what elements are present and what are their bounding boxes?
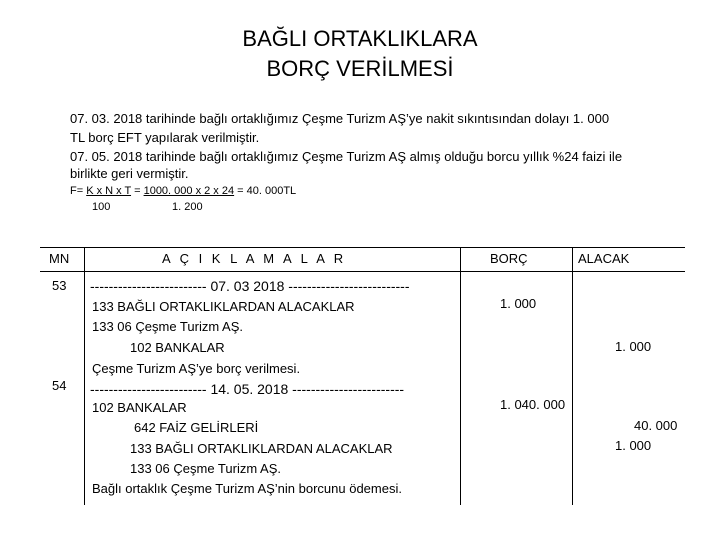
entry1-line-2: 133 06 Çeşme Turizm AŞ. [92,319,244,334]
entry2-date-line: ------------------------- 14. 05. 2018 ------------------------ [90,381,405,397]
description-line-2: TL borç EFT yapılarak verilmiştir. [70,130,260,145]
table-top-border [40,247,685,248]
entry1-borc: 1. 000 [500,296,537,311]
formula-result: = 40. 000TL [234,185,297,197]
entry2-line-4: 133 06 Çeşme Turizm AŞ. [130,461,282,476]
page-title-line2: BORÇ VERİLMESİ [266,56,454,81]
entry1-line-4: Çeşme Turizm AŞ’ye borç verilmesi. [92,361,301,376]
header-alacak: ALACAK [578,251,630,266]
header-borc: BORÇ [490,251,528,266]
entry2-borc: 1. 040. 000 [500,397,566,412]
table-col-divider-borc [572,247,573,505]
description-line-1: 07. 03. 2018 tarihinde bağlı ortaklığımız Çeşme Turizm AŞ’ye nakit sıkıntısından dolayı 1. 000 [70,111,610,126]
entry2-mn: 54 [52,378,67,393]
entry1-line-1: 133 BAĞLI ORTAKLIKLARDAN ALACAKLAR [92,299,355,314]
formula-calc: 1000. 000 x 2 x 24 [143,185,235,197]
entry1-line-3: 102 BANKALAR [130,340,225,355]
formula-prefix: F= [70,185,87,197]
entry2-line-2: 642 FAİZ GELİRLERİ [134,420,259,435]
table-header-border [40,271,685,272]
formula-numerator: K x N x T [86,185,132,197]
entry1-alacak: 1. 000 [615,339,652,354]
entry2-alacak-1: 40. 000 [634,418,678,433]
interest-formula [70,185,296,197]
entry1-mn: 53 [52,278,67,293]
header-mn: MN [49,251,70,266]
entry1-date-line: ------------------------- 07. 03 2018 -------------------------- [90,278,410,294]
entry2-line-1: 102 BANKALAR [92,400,187,415]
page-title-line1: BAĞLI ORTAKLIKLARA [242,26,478,51]
table-col-divider-desc [460,247,461,505]
entry2-line-5: Bağlı ortaklık Çeşme Turizm AŞ’nin borcunu ödemesi. [92,481,402,496]
description-line-4: birlikte geri vermiştir. [70,166,189,181]
table-col-divider-mn [84,247,85,505]
header-aciklamalar: A Ç I K L A M A L A R [162,251,347,266]
formula-denominator-1: 100 [92,201,111,213]
description-line-3: 07. 05. 2018 tarihinde bağlı ortaklığımız Çeşme Turizm AŞ almış olduğu borcu yıllık %24 faizi ile [70,149,623,164]
entry2-line-3: 133 BAĞLI ORTAKLIKLARDAN ALACAKLAR [130,441,393,456]
entry2-alacak-2: 1. 000 [615,438,652,453]
formula-eq: = [131,185,144,197]
formula-denominator-2: 1. 200 [172,201,203,213]
